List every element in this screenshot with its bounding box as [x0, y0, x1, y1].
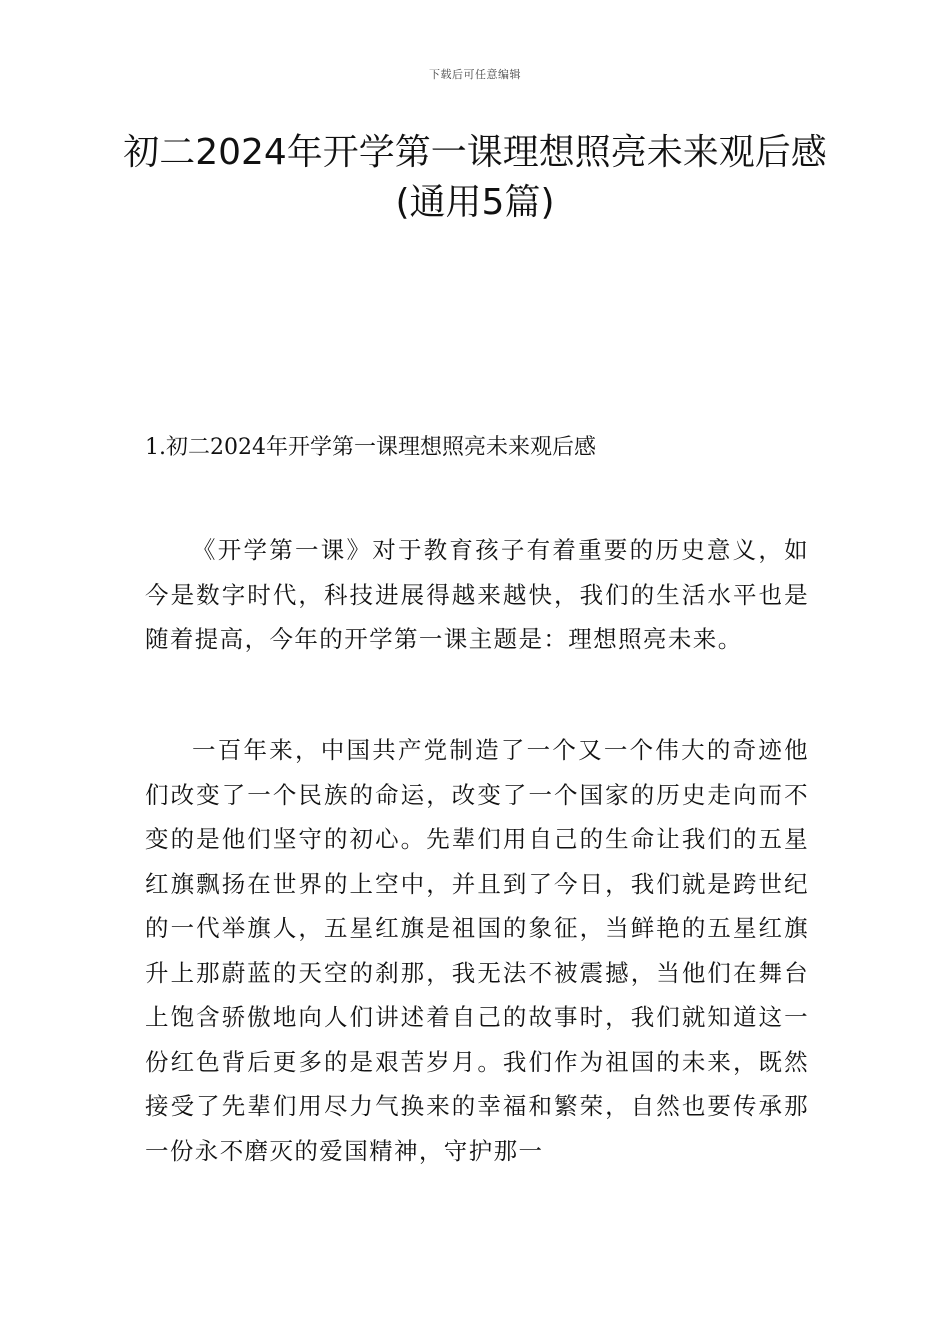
section-heading: 1.初二2024年开学第一课理想照亮未来观后感	[145, 435, 596, 460]
document-title: 初二2024年开学第一课理想照亮未来观后感(通用5篇)	[123, 132, 827, 223]
paragraph-2: 一百年来，中国共产党制造了一个又一个伟大的奇迹他们改变了一个民族的命运，改变了一个国家的历史走向而不变的是他们坚守的初心。先辈们用自己的生命让我们的五星红旗飘扬在世界的上空中，并且到了今日，我们就是跨世纪的一代举旗人，五星红旗是祖国的象征，当鲜艳的五星红旗升上那蔚蓝的天空的刹那，我无法不被震撼，当他们在舞台上饱含骄傲地向人们讲述着自己的故事时，我们就知道这一份红色背后更多的是艰苦岁月。我们作为祖国的未来，既然接受了先辈们用尽力气换来的幸福和繁荣，自然也要传承那一份永不磨灭的爱国精神，守护那一	[145, 736, 809, 1165]
paragraph-1: 《开学第一课》对于教育孩子有着重要的历史意义，如今是数字时代，科技进展得越来越快，我们的生活水平也是随着提高，今年的开学第一课主题是：理想照亮未来。	[145, 536, 809, 653]
header-note: 下载后可任意编辑	[429, 68, 521, 81]
